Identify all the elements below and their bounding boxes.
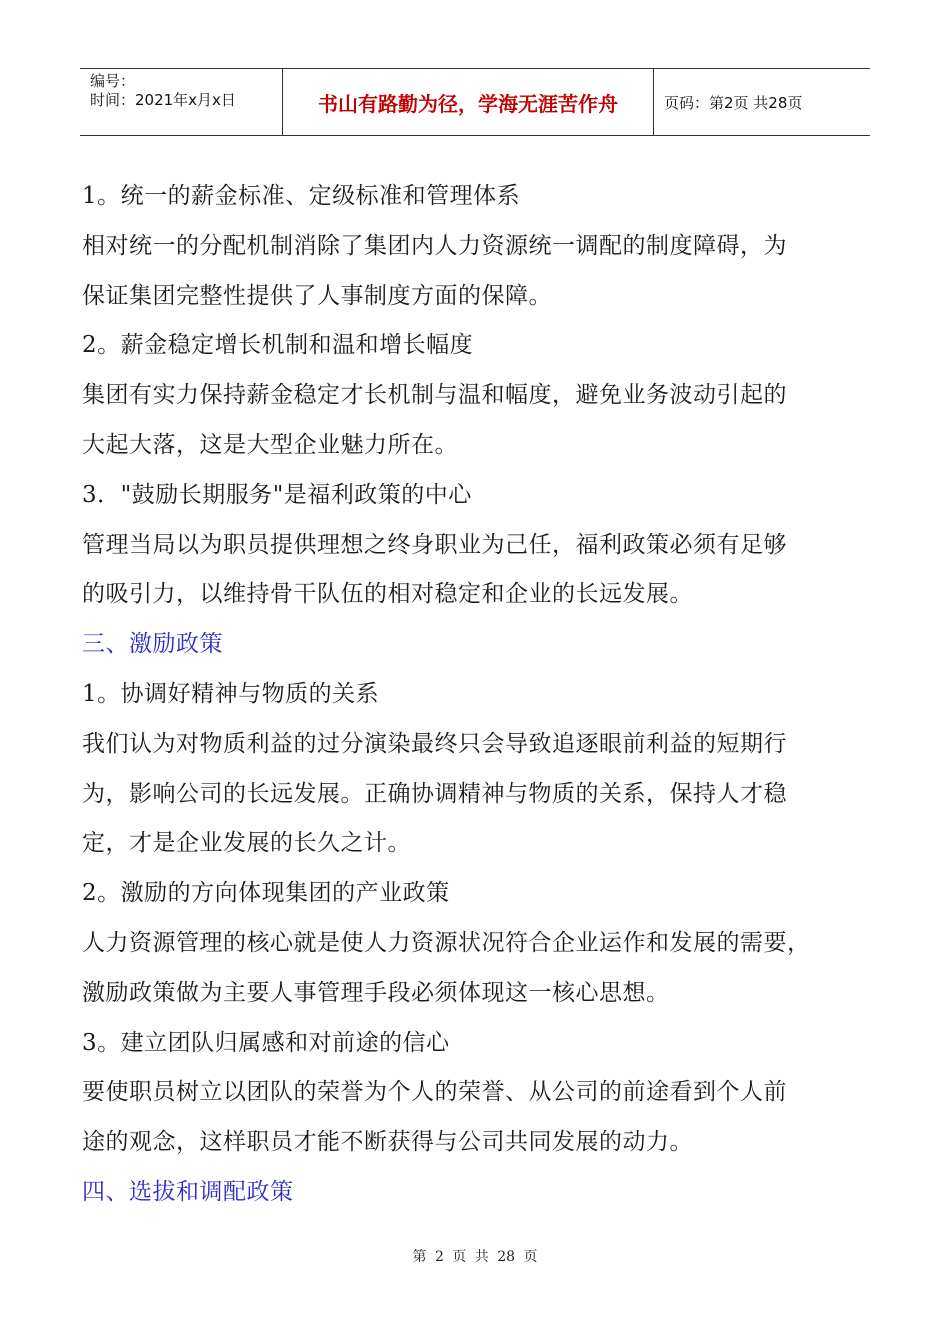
subsection-title: 1。协调好精神与物质的关系: [82, 680, 380, 707]
paragraph-line: 定，才是企业发展的长久之计。: [82, 830, 411, 857]
subsection-title: 2。薪金稳定增长机制和温和增长幅度: [82, 332, 474, 359]
page-header: [80, 68, 870, 136]
paragraph-line: 保证集团完整性提供了人事制度方面的保障。: [82, 282, 552, 309]
header-motto: [282, 69, 654, 135]
paragraph-line: 途的观念，这样职员才能不断获得与公司共同发展的动力。: [82, 1129, 693, 1156]
paragraph-line: 要使职员树立以团队的荣誉为个人的荣誉、从公司的前途看到个人前: [82, 1079, 787, 1106]
subsection-title: 3。建立团队归属感和对前途的信心: [82, 1029, 450, 1056]
paragraph-line: 为，影响公司的长远发展。正确协调精神与物质的关系，保持人才稳: [82, 780, 787, 807]
subsection-title: 1。统一的薪金标准、定级标准和管理体系: [82, 183, 521, 209]
document-number-label: 编号：: [90, 72, 136, 90]
document-date-label: 时间：2021年x月x日: [90, 91, 236, 109]
subsection-title: 2。激励的方向体现集团的产业政策: [82, 880, 450, 907]
header-meta: [80, 69, 282, 135]
footer-page-number: 第 2 页 共 28 页: [412, 1249, 538, 1265]
paragraph-line: 我们认为对物质利益的过分演染最终只会导致追逐眼前利益的短期行: [82, 730, 787, 757]
paragraph-line: 相对统一的分配机制消除了集团内人力资源统一调配的制度障碍，为: [82, 232, 787, 259]
subsection-title: 3．"鼓励长期服务"是福利政策的中心: [82, 481, 472, 508]
paragraph-line: 管理当局以为职员提供理想之终身职业为己任，福利政策必须有足够: [82, 531, 787, 558]
document-body: [82, 172, 882, 1218]
section-heading: 三、激励政策: [82, 631, 223, 658]
paragraph-line: 人力资源管理的核心就是使人力资源状况符合企业运作和发展的需要，: [82, 929, 811, 956]
paragraph-line: 集团有实力保持薪金稳定才长机制与温和幅度，避免业务波动引起的: [82, 382, 787, 409]
paragraph-line: 的吸引力，以维持骨干队伍的相对稳定和企业的长远发展。: [82, 581, 693, 608]
section-heading: 四、选拔和调配政策: [82, 1178, 294, 1205]
page-footer: [0, 1246, 950, 1266]
motto-text: 书山有路勤为径，学海无涯苦作舟: [318, 91, 618, 116]
paragraph-line: 大起大落，这是大型企业魅力所在。: [82, 431, 458, 458]
paragraph-line: 激励政策做为主要人事管理手段必须体现这一核心思想。: [82, 979, 670, 1006]
page-number-label: 页码：第2页 共28页: [664, 93, 803, 112]
header-page-info: [654, 69, 870, 135]
